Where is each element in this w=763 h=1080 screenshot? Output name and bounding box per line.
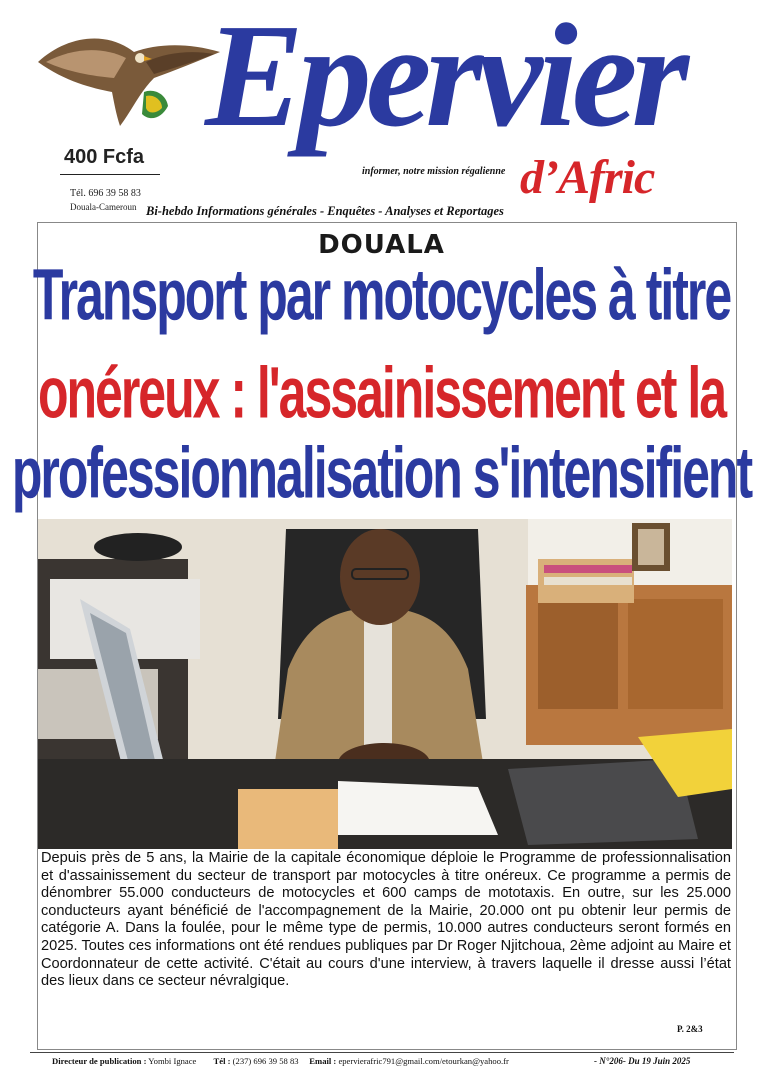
headline-line-2 (0, 352, 763, 434)
page-reference: P. 2&3 (677, 1024, 703, 1034)
headline-line-1 (0, 254, 763, 336)
footer-tel-label: Tél : (213, 1056, 231, 1066)
newspaper-subtitle: d’Afric (520, 151, 655, 204)
issue-number: - N°206- Du 19 Juin 2025 (594, 1056, 691, 1066)
price-label: 400 Fcfa (64, 146, 145, 168)
footer-credits (52, 1056, 509, 1066)
footer-divider (30, 1052, 734, 1053)
masthead-tagline: Bi-hebdo Informations générales - Enquêtes - Analyses et Reportages (146, 204, 504, 218)
interview-photo (38, 519, 732, 849)
article-summary: Depuis près de 5 ans, la Mairie de la capitale économique déploie le Programme de professionnalisation et d'assainissement du secteur de transport par motocycles à titre onéreux. Ce programme a permis de dénombrer 55.000 conducteurs de motocycles et 600 camps de mototaxis. En outre, sur les 25.000 conducteurs ayant bénéficié de l'accompagnement de la Mairie, 20.000 ont pu obtenir leur permis de catégorie A. Dans la foulée, pour le même type de permis, 10.000 autres conducteurs seront formés en 2025. Toutes ces informations ont été rendues publiques par Dr Roger Njitchoua, 2ème adjoint au Maire et Coordonnateur de cette activité. C'était au cours d'une interview, à travers laquelle il dresse aussi l’état des lieux dans ce secteur névralgique. (41, 850, 731, 990)
footer-email-value: epervierafric791@gmail.com/etourkan@yahoo.fr (338, 1056, 509, 1066)
director-name: Yombi Ignace (148, 1056, 197, 1066)
headline-line-3-text: professionnalisation s'intensifient (11, 432, 752, 514)
masthead-city: Douala-Cameroun (70, 202, 137, 212)
footer-email-label: Email : (309, 1056, 337, 1066)
newspaper-title: Epervier (205, 0, 684, 158)
article-kicker: DOUALA (318, 230, 445, 260)
masthead-slogan: informer, notre mission régalienne (362, 166, 506, 177)
headline-line-1-text: Transport par motocycles à titre (32, 254, 731, 336)
footer-tel-value: (237) 696 39 58 83 (232, 1056, 299, 1066)
headline-line-3 (0, 432, 763, 514)
director-label: Directeur de publication : (52, 1056, 147, 1066)
eagle-logo-icon (36, 22, 222, 134)
masthead-phone: Tél. 696 39 58 83 (70, 188, 141, 199)
price-divider (60, 174, 160, 175)
headline-line-2-text: onéreux : l'assainissement et la (37, 352, 726, 434)
